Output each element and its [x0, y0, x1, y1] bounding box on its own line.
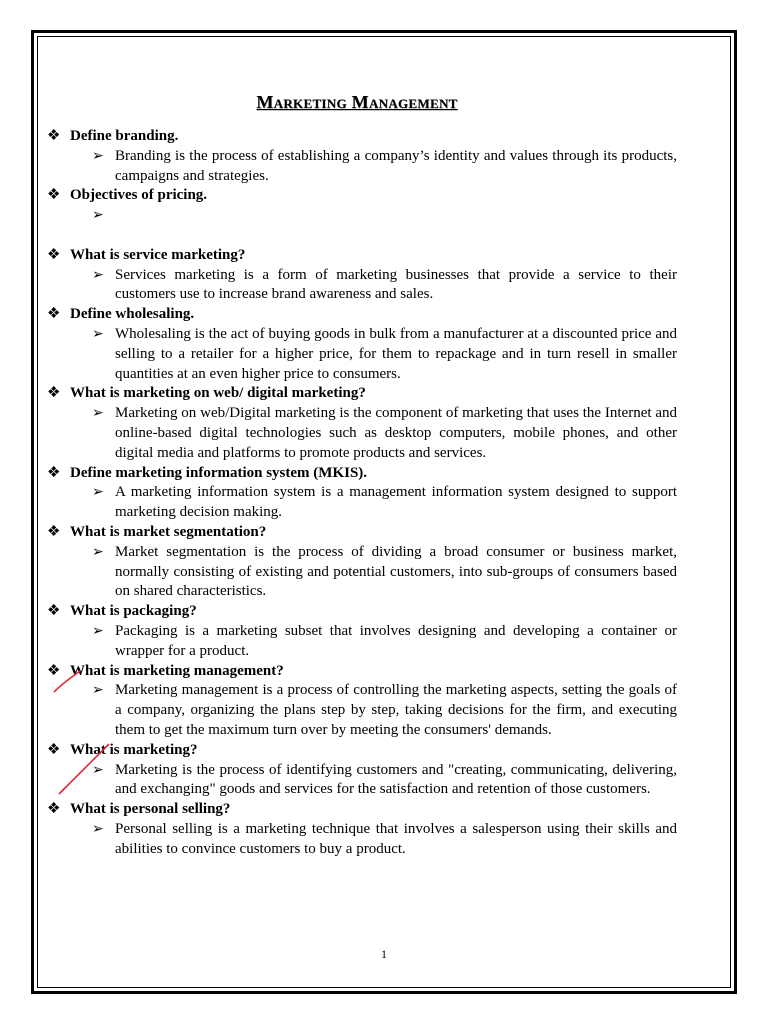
answer-item	[47, 325, 677, 384]
diamond-bullet-icon: ❖	[47, 187, 61, 204]
answer-item	[47, 483, 677, 523]
question-heading	[47, 464, 677, 484]
answer-text: Marketing on web/Digital marketing is the component of marketing that uses the Internet and online-based digital technologies such as desktop computers, mobile phones, and other digital media and platforms to promote products and services.	[115, 405, 677, 461]
question-heading	[47, 127, 677, 147]
answer-item	[47, 206, 677, 246]
answer-text: A marketing information system is a management information system designed to support marketing decision making.	[115, 484, 677, 521]
answer-item	[47, 543, 677, 602]
answer-text: Personal selling is a marketing technique that involves a salesperson using their skills and abilities to convince customers to buy a product.	[115, 820, 677, 857]
question-heading	[47, 523, 677, 543]
arrow-bullet-icon: ➢	[92, 406, 104, 422]
question-text: Objectives of pricing.	[70, 187, 208, 204]
answer-text: Branding is the process of establishing a company’s identity and values through its products, campaigns and strategies.	[115, 147, 677, 184]
question-text: Define branding.	[70, 128, 179, 144]
diamond-bullet-icon: ❖	[47, 801, 61, 818]
arrow-bullet-icon: ➢	[92, 485, 104, 501]
question-heading	[47, 305, 677, 325]
answer-text: Wholesaling is the act of buying goods in bulk from a manufacturer at a discounted price and selling to a retailer for a higher price, for them to repackage and in turn resell in smaller quantities at an even higher price to consumers.	[115, 325, 677, 382]
arrow-bullet-icon: ➢	[92, 623, 104, 639]
question-text: Define marketing information system (MKIS).	[70, 464, 368, 481]
question-heading	[47, 741, 677, 761]
question-text: What is personal selling?	[70, 801, 231, 818]
question-text: What is market segmentation?	[70, 523, 267, 540]
question-heading	[47, 186, 677, 206]
answer-item	[47, 404, 677, 463]
diamond-bullet-icon: ❖	[47, 662, 61, 679]
question-heading	[47, 246, 677, 266]
diamond-bullet-icon: ❖	[47, 741, 61, 758]
answer-item	[47, 820, 677, 860]
arrow-bullet-icon: ➢	[92, 821, 104, 837]
question-text: Define wholesaling.	[70, 306, 195, 323]
question-heading	[47, 800, 677, 820]
qa-list	[47, 127, 677, 859]
arrow-bullet-icon: ➢	[92, 267, 104, 283]
answer-item	[47, 147, 677, 187]
answer-item	[47, 622, 677, 662]
arrow-bullet-icon: ➢	[92, 326, 104, 342]
diamond-bullet-icon: ❖	[47, 603, 61, 620]
question-text: What is marketing on web/ digital marketing?	[70, 385, 366, 402]
answer-item	[47, 266, 677, 306]
question-text: What is marketing management?	[70, 662, 284, 679]
page-title: Marketing Management	[256, 92, 458, 112]
arrow-bullet-icon: ➢	[92, 683, 104, 699]
arrow-bullet-icon: ➢	[92, 148, 104, 164]
answer-item	[47, 761, 677, 801]
question-heading	[47, 602, 677, 622]
answer-text: Packaging is a marketing subset that involves designing and developing a container or wrapper for a product.	[115, 622, 677, 659]
arrow-bullet-icon: ➢	[92, 762, 104, 778]
diamond-bullet-icon: ❖	[47, 246, 61, 263]
question-text: What is marketing?	[70, 741, 198, 758]
diamond-bullet-icon: ❖	[47, 464, 61, 481]
answer-text: Marketing management is a process of controlling the marketing aspects, setting the goals of a company, organizing the plans step by step, taking decisions for the firm, and executing them to get the maximum turn over by meeting the consumers' demands.	[115, 682, 677, 738]
diamond-bullet-icon: ❖	[47, 306, 61, 323]
arrow-bullet-icon: ➢	[92, 544, 104, 560]
answer-text: Market segmentation is the process of dividing a broad consumer or business market, normally consisting of existing and potential customers, into sub-groups of consumers based on shared characteristics.	[115, 543, 677, 600]
question-text: What is packaging?	[70, 603, 197, 620]
answer-item	[47, 681, 677, 740]
answer-text: Services marketing is a form of marketing businesses that provide a service to their customers use to increase brand awareness and sales.	[115, 266, 677, 303]
diamond-bullet-icon: ❖	[47, 128, 61, 144]
answer-text: Marketing is the process of identifying customers and "creating, communicating, delivering, and exchanging" goods and services for the satisfaction and retention of those customers.	[115, 761, 677, 798]
page-number: 1	[381, 947, 387, 961]
diamond-bullet-icon: ❖	[47, 385, 61, 402]
question-heading	[47, 662, 677, 682]
question-heading	[47, 384, 677, 404]
diamond-bullet-icon: ❖	[47, 523, 61, 540]
question-text: What is service marketing?	[70, 246, 246, 263]
arrow-bullet-icon: ➢	[92, 208, 104, 224]
